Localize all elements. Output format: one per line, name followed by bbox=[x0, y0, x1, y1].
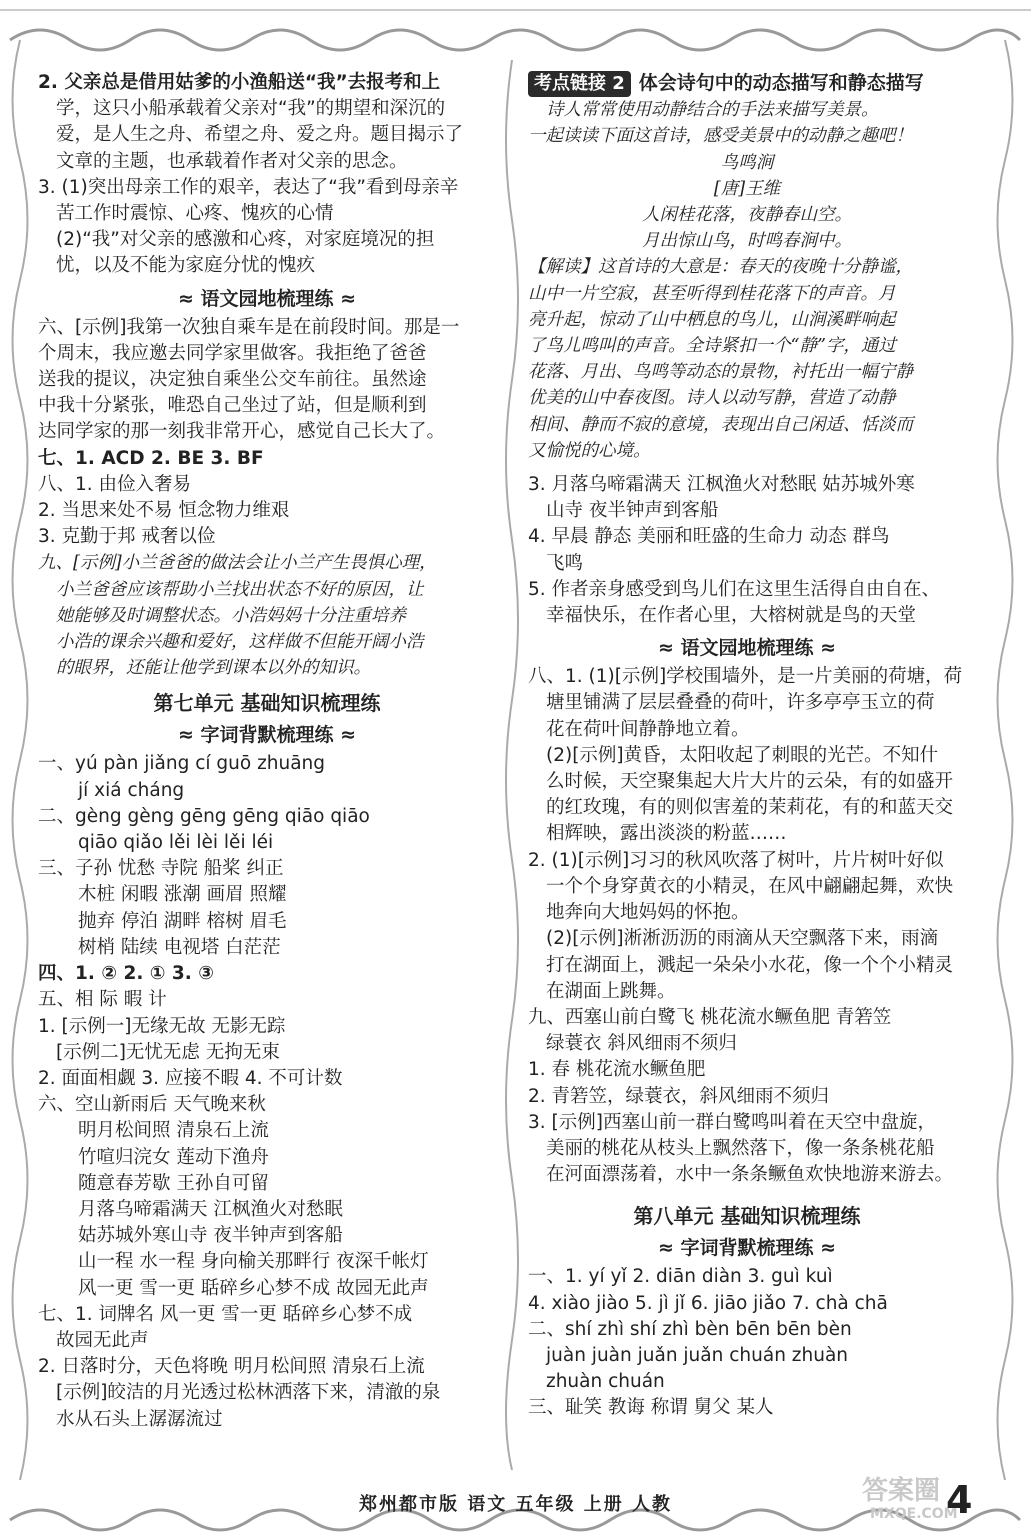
handwritten-line: 【解读】这首诗的大意是：春天的夜晚十分静谧， bbox=[528, 257, 913, 278]
answer-line: 水从石头上潺潺流过 bbox=[56, 1408, 223, 1430]
handwritten-line: 诗人常常使用动静结合的手法来描写美景。 bbox=[546, 100, 879, 121]
answer-line: [示例]皎洁的月光透过松林洒落下来，清澈的泉 bbox=[56, 1382, 441, 1404]
answer-line: 学，这只小船承载着父亲对“我”的期望和深沉的 bbox=[56, 98, 446, 120]
answer-line: 八、1. (1)[示例]学校围墙外，是一片美丽的荷塘，荷 bbox=[528, 666, 963, 688]
answer-line: 忧，以及不能为家庭分忧的愧疚 bbox=[56, 255, 316, 277]
kaodian-badge: 考点链接 2 bbox=[528, 71, 631, 97]
answer-line: 爱，是人生之舟、希望之舟、爱之舟。题目揭示了 bbox=[56, 124, 464, 146]
answer-line: 竹喧归浣女 莲动下渔舟 bbox=[78, 1146, 269, 1168]
handwritten-line: 小浩的课余兴趣和爱好，这样做不但能开阔小浩 bbox=[56, 632, 424, 653]
answer-line: 4. 早晨 静态 美丽和旺盛的生命力 动态 群鸟 bbox=[528, 526, 890, 548]
answer-line: (2)[示例]黄昏，太阳收起了刺眼的光芒。不知什 bbox=[546, 744, 939, 766]
handwritten-line: 小兰爸爸应该帮助小兰找出状态不好的原因，让 bbox=[56, 579, 424, 600]
answer-line: 风一更 雪一更 聒碎乡心梦不成 故园无此声 bbox=[78, 1277, 429, 1299]
watermark-url: MXQE.COM bbox=[870, 1506, 958, 1522]
handwritten-line: 她能够及时调整状态。小浩妈妈十分注重培养 bbox=[56, 605, 406, 626]
answer-line: 三、子孙 忧愁 寺院 船桨 纠正 bbox=[38, 858, 284, 880]
answer-line: 5. 作者亲身感受到鸟儿们在这里生活得自由自在、 bbox=[528, 578, 941, 600]
kaodian-header bbox=[528, 70, 966, 97]
handwritten-line: 了鸟儿鸣叫的声音。全诗紧扣一个“静”字，通过 bbox=[528, 336, 896, 357]
pinyin-line: 一、1. yí yǐ 2. diān diàn 3. guì kuì bbox=[528, 1266, 833, 1288]
handwritten-line: 花落、月出、鸟鸣等动态的景物，衬托出一幅宁静 bbox=[528, 362, 913, 383]
pinyin-line: 二、gèng gèng gēng gēng qiāo qiāo bbox=[38, 805, 370, 827]
answer-line: 山寺 夜半钟声到客船 bbox=[546, 500, 719, 522]
handwritten-line: 山中一片空寂，甚至听得到桂花落下的声音。月 bbox=[528, 283, 896, 304]
answer-line: [示例二]无忧无虑 无拘无束 bbox=[56, 1041, 280, 1063]
pinyin-line: 一、yú pàn jiǎng cí guō zhuāng bbox=[38, 753, 326, 775]
answer-line: 飞鸣 bbox=[546, 552, 584, 574]
answer-line: 个周末，我应邀去同学家里做客。我拒绝了爸爸 bbox=[38, 342, 427, 364]
pinyin-line: jí xiá cháng bbox=[78, 779, 185, 801]
answer-line: 在湖面上跳舞。 bbox=[546, 980, 676, 1002]
answer-line: 木桩 闲暇 涨潮 画眉 照耀 bbox=[78, 884, 287, 906]
answer-line: 五、相 际 暇 计 bbox=[38, 989, 167, 1011]
pinyin-line: 4. xiào jiào 5. jì jǐ 6. jiāo jiǎo 7. chà chā bbox=[528, 1292, 888, 1314]
answer-line: 随意春芳歇 王孙自可留 bbox=[78, 1172, 269, 1194]
answer-line: 3. (1)突出母亲工作的艰辛，表达了“我”看到母亲辛 bbox=[38, 176, 459, 198]
answer-line: 的红玫瑰，有的则似害羞的茉莉花，有的和蓝天交 bbox=[546, 797, 954, 819]
page-number: 4 bbox=[946, 1478, 973, 1522]
handwritten-line: 又愉悦的心境。 bbox=[528, 440, 651, 461]
handwritten-line: 一起读读下面这首诗，感受美景中的动静之趣吧！ bbox=[528, 126, 913, 147]
answer-line: 幸福快乐，在作者心里，大榕树就是鸟的天堂 bbox=[546, 605, 917, 627]
answer-line: 美丽的桃花从枝头上飘然落下，像一条条桃花船 bbox=[546, 1137, 935, 1159]
answer-line: 树梢 陆续 电视塔 白茫茫 bbox=[78, 936, 281, 958]
answer-line: 相辉映，露出淡淡的粉蓝…… bbox=[546, 823, 787, 845]
answer-line: 明月松间照 清泉石上流 bbox=[78, 1120, 269, 1142]
answer-line: 2. (1)[示例]习习的秋风吹落了树叶，片片树叶好似 bbox=[528, 849, 944, 871]
answer-line: 送我的提议，决定独自乘坐公交车前往。虽然途 bbox=[38, 369, 427, 391]
pinyin-line: juàn juàn juǎn juǎn chuán zhuàn bbox=[546, 1344, 849, 1366]
handwritten-line: 相间、静而不寂的意境，表现出自己闲适、恬淡而 bbox=[528, 414, 913, 435]
answer-line: 花在荷叶间静静地立着。 bbox=[546, 718, 750, 740]
answer-line: 故园无此声 bbox=[56, 1329, 149, 1351]
pinyin-line: 二、shí zhì shí zhì bèn bēn bēn bèn bbox=[528, 1318, 852, 1340]
answer-line: 抛弃 停泊 湖畔 榕树 眉毛 bbox=[78, 910, 287, 932]
pinyin-line: qiāo qiǎo lěi lèi lěi léi bbox=[78, 832, 274, 854]
answer-line: 2. 面面相觑 3. 应接不暇 4. 不可计数 bbox=[38, 1067, 343, 1089]
answer-line: 3. 月落乌啼霜满天 江枫渔火对愁眠 姑苏城外寒 bbox=[528, 474, 915, 496]
handwritten-line: 的眼界，还能让他学到课本以外的知识。 bbox=[56, 658, 371, 679]
answer-line: 1. 春 桃花流水鳜鱼肥 bbox=[528, 1059, 706, 1081]
answer-line: 七、1. 词牌名 风一更 雪一更 聒碎乡心梦不成 bbox=[38, 1303, 413, 1325]
poem-title: 鸟鸣涧 bbox=[720, 152, 774, 173]
handwritten-line: 优美的山中春夜图。诗人以动写静，营造了动静 bbox=[528, 388, 896, 409]
unit-heading: 第八单元 基础知识梳理练 bbox=[633, 1204, 861, 1229]
answer-line: 九、西塞山前白鹭飞 桃花流水鳜鱼肥 青箬笠 bbox=[528, 1006, 892, 1028]
answer-line: 四、1. ② 2. ① 3. ③ bbox=[38, 963, 214, 985]
kaodian-title: 体会诗句中的动态描写和静态描写 bbox=[638, 72, 924, 94]
answer-line: 六、[示例]我第一次独自乘车是在前段时间。那是一 bbox=[38, 316, 460, 338]
answer-line: 八、1. 由俭入奢易 bbox=[38, 473, 192, 495]
answer-line: 2. 青箬笠，绿蓑衣，斜风细雨不须归 bbox=[528, 1085, 830, 1107]
answer-line: 姑苏城外寒山寺 夜半钟声到客船 bbox=[78, 1225, 343, 1247]
page-footer: 郑州都市版 语文 五年级 上册 人教 bbox=[358, 1494, 673, 1515]
answer-line: (2)“我”对父亲的感激和心疼，对家庭境况的担 bbox=[56, 229, 435, 251]
answer-line: 2. 父亲总是借用姑爹的小渔船送“我”去报考和上 bbox=[38, 72, 441, 93]
answer-line: 么时候，天空聚集起大片大片的云朵，有的如盛开 bbox=[546, 771, 954, 793]
answer-line: 3. [示例]西塞山前一群白鹭鸣叫着在天空中盘旋， bbox=[528, 1111, 936, 1133]
section-heading: ≈ 字词背默梳理练 ≈ bbox=[177, 724, 357, 747]
handwritten-line: 九、[示例]小兰爸爸的做法会让小兰产生畏惧心理， bbox=[38, 553, 437, 574]
poem-line: 人闲桂花落，夜静春山空。 bbox=[642, 205, 852, 226]
answer-line: 苦工作时震惊、心疼、愧疚的心情 bbox=[56, 203, 334, 225]
answer-line: 达同学家的那一刻我非常开心，感觉自己长大了。 bbox=[38, 421, 446, 443]
handwritten-line: 亮升起，惊动了山中栖息的鸟儿，山涧溪畔响起 bbox=[528, 309, 896, 330]
answer-line: 在河面漂荡着，水中一条条鳜鱼欢快地游来游去。 bbox=[546, 1164, 954, 1186]
answer-line: 六、空山新雨后 天气晚来秋 bbox=[38, 1094, 266, 1116]
left-column bbox=[38, 70, 496, 1433]
section-heading: ≈ 语文园地梳理练 ≈ bbox=[657, 637, 837, 660]
pinyin-line: zhuàn chuán bbox=[546, 1371, 665, 1393]
watermark-logo: 答案圈 bbox=[862, 1476, 941, 1506]
answer-line: 文章的主题，也承载着作者对父亲的思念。 bbox=[56, 150, 408, 172]
answer-line: 绿蓑衣 斜风细雨不须归 bbox=[546, 1033, 737, 1055]
answer-line: 1. [示例一]无缘无故 无影无踪 bbox=[38, 1015, 286, 1037]
answer-line: 山一程 水一程 身向榆关那畔行 夜深千帐灯 bbox=[78, 1251, 429, 1273]
unit-heading: 第七单元 基础知识梳理练 bbox=[153, 691, 381, 716]
answer-line: 月落乌啼霜满天 江枫渔火对愁眠 bbox=[78, 1198, 343, 1220]
answer-line: 中我十分紧张，唯恐自己坐过了站，但是顺利到 bbox=[38, 395, 427, 417]
answer-line: 七、1. ACD 2. BE 3. BF bbox=[38, 447, 264, 469]
poem-author: [唐]王维 bbox=[713, 178, 781, 199]
answer-line: 地奔向大地妈妈的怀抱。 bbox=[546, 902, 750, 924]
answer-line: 三、耻笑 教诲 称谓 舅父 某人 bbox=[528, 1397, 774, 1419]
answer-line: 打在湖面上，溅起一朵朵小水花，像一个个小精灵 bbox=[546, 954, 954, 976]
answer-line: (2)[示例]淅淅沥沥的雨滴从天空飘落下来，雨滴 bbox=[546, 928, 939, 950]
answer-line: 塘里铺满了层层叠叠的荷叶，许多亭亭玉立的荷 bbox=[546, 692, 935, 714]
section-heading: ≈ 字词背默梳理练 ≈ bbox=[657, 1237, 837, 1260]
answer-line: 3. 克勤于邦 戒奢以俭 bbox=[38, 526, 216, 548]
answer-line: 一个个身穿黄衣的小精灵，在风中翩翩起舞，欢快 bbox=[546, 875, 954, 897]
answer-line: 2. 日落时分，天色将晚 明月松间照 清泉石上流 bbox=[38, 1356, 425, 1378]
answer-line: 2. 当思来处不易 恒念物力维艰 bbox=[38, 500, 290, 522]
section-heading: ≈ 语文园地梳理练 ≈ bbox=[177, 287, 357, 310]
right-column bbox=[528, 70, 966, 1422]
poem-line: 月出惊山鸟，时鸣春涧中。 bbox=[642, 231, 852, 252]
